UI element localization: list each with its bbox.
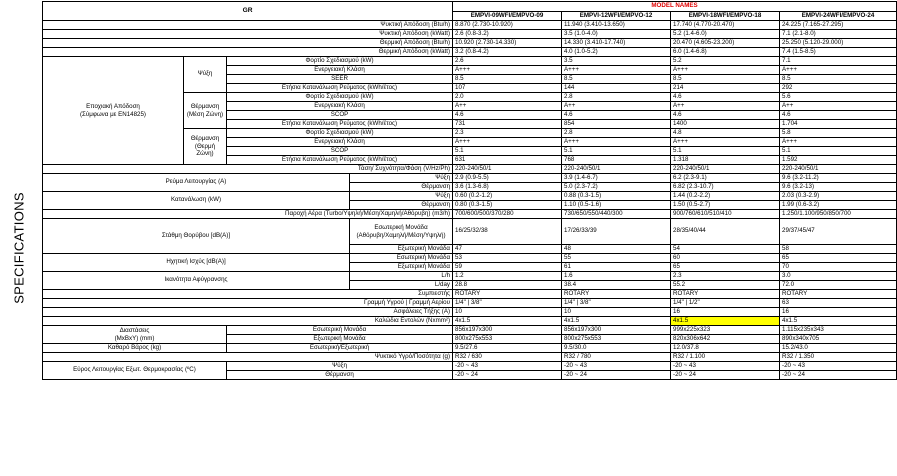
value-cell: 700/600/500/370/280	[453, 210, 562, 219]
seasonal-group-label	[184, 129, 227, 165]
seasonal-sub-label: Ετήσια Κατανάλωση Ρεύματος (kWh/έτος)	[227, 120, 453, 129]
sub-label: Θέρμανση	[350, 201, 453, 210]
value-cell: A+++	[671, 66, 780, 75]
side-panel	[0, 0, 38, 476]
value-cell: -20 ~ 24	[453, 371, 562, 380]
value-cell: 72.0	[780, 281, 897, 290]
value-cell: R32 / 1.100	[671, 353, 780, 362]
row-cool_btu	[43, 21, 897, 30]
value-cell: 5.0 (2.3-7.2)	[562, 183, 671, 192]
value-cell: -20 ~ 43	[562, 362, 671, 371]
value-cell: 5.1	[453, 147, 562, 156]
lang-header: GR	[43, 2, 453, 21]
row-label: Κατανάλωση (kW)	[43, 192, 350, 210]
sub-label: Εξωτερική Μονάδα	[350, 245, 453, 254]
sub-label: Θέρμανση	[350, 183, 453, 192]
value-cell: 11.940 (3.410-13.650)	[562, 21, 671, 30]
value-cell: A+++	[453, 66, 562, 75]
value-cell: 292	[780, 84, 897, 93]
row-label: Εύρος Λειτουργίας Εξωτ. Θερμοκρασίας (ºC)	[43, 362, 227, 380]
seasonal-sub-label: SCOP	[227, 111, 453, 120]
value-cell: 8.5	[453, 75, 562, 84]
row-current-cool	[43, 174, 897, 183]
seasonal-sub-label: Φορτίο Σχεδιασμού (kW)	[227, 93, 453, 102]
row-label: Καλώδια Εντολών (Nxmm²)	[43, 317, 453, 326]
value-cell: 0.60 (0.2-1.2)	[453, 192, 562, 201]
header-row-1	[43, 2, 897, 12]
value-cell: 2.3	[671, 272, 780, 281]
row-label: Ρεύμα Λειτουργίας (A)	[43, 174, 350, 192]
sub-label: Εσωτερική Μονάδα	[350, 254, 453, 263]
value-cell: 59	[453, 263, 562, 272]
value-cell: 220-240/50/1	[780, 165, 897, 174]
seasonal-sub-label: Ενεργειακή Κλάση	[227, 66, 453, 75]
sub-label: Εξωτερική Μονάδα	[227, 335, 453, 344]
seasonal-sub-label: Φορτίο Σχεδιασμού (kW)	[227, 129, 453, 138]
value-cell: 6.2 (2.3-9.1)	[671, 174, 780, 183]
value-cell: 4x1.5	[780, 317, 897, 326]
value-cell: 4.8	[671, 129, 780, 138]
value-cell: 1.2	[453, 272, 562, 281]
value-cell: 48	[562, 245, 671, 254]
value-cell: 800x275x553	[562, 335, 671, 344]
value-cell: 820x306x642	[671, 335, 780, 344]
value-cell: A++	[780, 102, 897, 111]
value-cell: 890x340x705	[780, 335, 897, 344]
value-cell: 8.5	[671, 75, 780, 84]
value-cell: 1/4" | 1/2"	[671, 299, 780, 308]
value-cell: 1.704	[780, 120, 897, 129]
value-cell: 10	[562, 308, 671, 317]
value-cell: 14.330 (3.410-17.740)	[562, 39, 671, 48]
row-label-line2: (ΜxΒxΥ) (mm)	[114, 334, 155, 342]
row-pipes	[43, 299, 897, 308]
value-cell: 65	[671, 263, 780, 272]
row-airflow	[43, 210, 897, 219]
value-cell: 65	[780, 254, 897, 263]
value-cell: 7.4 (1.5-8.5)	[780, 48, 897, 57]
value-cell: 2.0	[453, 93, 562, 102]
specifications-table	[42, 1, 897, 380]
value-cell: 12.0/37.8	[671, 344, 780, 353]
value-cell: 2.8	[562, 129, 671, 138]
value-cell: 1.44 (0.2-2.2)	[671, 192, 780, 201]
value-cell: 5.1	[671, 147, 780, 156]
value-cell: 38.4	[562, 281, 671, 290]
value-cell: R32 / 630	[453, 353, 562, 362]
seasonal-label-line1: Εποχιακή Απόδοση	[86, 102, 140, 110]
seasonal-group-label-line1: Θέρμανση	[190, 134, 220, 142]
row-fuse	[43, 308, 897, 317]
value-cell: 631	[453, 156, 562, 165]
value-cell: 7.1 (2.1-8.0)	[780, 30, 897, 39]
value-cell: A+++	[562, 66, 671, 75]
seasonal-sub-label: Ενεργειακή Κλάση	[227, 102, 453, 111]
value-cell: 28/35/40/44	[671, 219, 780, 245]
value-cell: 999x225x323	[671, 326, 780, 335]
seasonal-label	[43, 57, 184, 165]
model-name: EMPVI-18WFI/EMPVO-18	[671, 11, 780, 21]
row-label: Ψυκτικό Υγρό/Ποσότητα (g)	[43, 353, 453, 362]
value-cell: 16	[671, 308, 780, 317]
seasonal-sub-label: SEER	[227, 75, 453, 84]
value-cell: A+++	[780, 138, 897, 147]
sub-label: L/day	[350, 281, 453, 290]
seasonal-sub-label: Ενεργειακή Κλάση	[227, 138, 453, 147]
value-cell: 856x197x300	[453, 326, 562, 335]
value-cell: 8.5	[780, 75, 897, 84]
value-cell: 4.6	[453, 111, 562, 120]
value-cell: 730/650/550/440/300	[562, 210, 671, 219]
value-cell: 2.6	[453, 57, 562, 66]
value-cell: 2.9 (0.9-5.5)	[453, 174, 562, 183]
value-cell: 55.2	[671, 281, 780, 290]
value-cell: 2.6 (0.8-3.2)	[453, 30, 562, 39]
row-seasonal-cooling-1	[43, 57, 897, 66]
value-cell: 3.6 (1.3-6.8)	[453, 183, 562, 192]
value-cell: 4.6	[562, 111, 671, 120]
value-cell: 8.870 (2.730-10.920)	[453, 21, 562, 30]
row-dehum-lh	[43, 272, 897, 281]
value-cell: 854	[562, 120, 671, 129]
row-label: Τάση/ Συχνότητα/Φάση (V/Hz/Ph)	[43, 165, 453, 174]
value-cell: A++	[671, 102, 780, 111]
value-cell: -20 ~ 43	[671, 362, 780, 371]
value-cell: 856x197x300	[562, 326, 671, 335]
value-cell: 1.99 (0.6-3.2)	[780, 201, 897, 210]
value-cell: 1.318	[671, 156, 780, 165]
seasonal-sub-label: Ετήσια Κατανάλωση Ρεύματος (kWh/έτος)	[227, 156, 453, 165]
seasonal-sub-label: Φορτίο Σχεδιασμού (kW)	[227, 57, 453, 66]
row-dims-indoor	[43, 326, 897, 335]
value-cell: 4x1.5	[453, 317, 562, 326]
row-temp-cool	[43, 362, 897, 371]
value-cell: 16	[780, 308, 897, 317]
seasonal-group-label-line2: (Μέση Ζώνη)	[186, 110, 224, 118]
row-label: Συμπιεστής	[43, 290, 453, 299]
value-cell: 1.250/1.100/950/850/700	[780, 210, 897, 219]
value-cell: 60	[671, 254, 780, 263]
value-cell: 54	[671, 245, 780, 254]
value-cell: 768	[562, 156, 671, 165]
value-cell: 61	[562, 263, 671, 272]
value-cell: 17.740 (4.770-20.470)	[671, 21, 780, 30]
row-label: Ικανότητα Αφύγρανσης	[43, 272, 350, 290]
model-name: EMPVI-24WFI/EMPVO-24	[780, 11, 897, 21]
value-cell: 17/26/33/39	[562, 219, 671, 245]
value-cell: 6.0 (1.4-6.8)	[671, 48, 780, 57]
value-cell: -20 ~ 24	[562, 371, 671, 380]
seasonal-group-label	[184, 93, 227, 129]
value-cell: 16/25/32/38	[453, 219, 562, 245]
value-cell: 8.5	[562, 75, 671, 84]
value-cell: R32 / 1.350	[780, 353, 897, 362]
value-cell: 3.0	[780, 272, 897, 281]
value-cell: 220-240/50/1	[453, 165, 562, 174]
value-cell: 4x1.5	[562, 317, 671, 326]
value-cell: 9.6 (3.2-11.2)	[780, 174, 897, 183]
seasonal-label-line2: (Σύμφωνα με ΕΝ14825)	[80, 110, 146, 118]
seasonal-sub-label: SCOP	[227, 147, 453, 156]
row-label: Παροχή Αέρα (Turbo/Υψηλή/Μέση/Χαμηλή/Αθόρυβη) (m3/h)	[43, 210, 453, 219]
sub-label: L/h	[350, 272, 453, 281]
value-cell: R32 / 780	[562, 353, 671, 362]
sub-label: Εσωτερική Μονάδα	[227, 326, 453, 335]
value-cell: 9.5/30.0	[562, 344, 671, 353]
value-cell: 1.592	[780, 156, 897, 165]
value-cell: 3.5	[562, 57, 671, 66]
row-heat_btu	[43, 39, 897, 48]
value-cell: 4x1.5	[671, 317, 780, 326]
row-label: Γραμμή Υγρού | Γραμμή Αερίου	[43, 299, 453, 308]
value-cell: 4.0 (1.0-5.2)	[562, 48, 671, 57]
value-cell: 9.5/27.6	[453, 344, 562, 353]
value-cell: 1.115x235x343	[780, 326, 897, 335]
value-cell: ROTARY	[780, 290, 897, 299]
value-cell: 220-240/50/1	[671, 165, 780, 174]
row-sound_power-indoor	[43, 254, 897, 263]
value-cell: 9.6 (3.2-13)	[780, 183, 897, 192]
value-cell: 3.9 (1.4-6.7)	[562, 174, 671, 183]
row-label: Στάθμη Θορύβου [dB(A)]	[43, 219, 350, 254]
row-heat_kw	[43, 48, 897, 57]
sub-label-line1: Εσωτερική Μονάδα	[374, 223, 428, 231]
value-cell: 0.80 (0.3-1.5)	[453, 201, 562, 210]
sub-label: Εξωτερική Μονάδα	[350, 263, 453, 272]
value-cell: 5.1	[780, 147, 897, 156]
value-cell: 900/760/610/510/410	[671, 210, 780, 219]
value-cell: A+++	[671, 138, 780, 147]
row-label: Ψυκτική Απόδοση (kWatt)	[43, 30, 453, 39]
value-cell: A+++	[780, 66, 897, 75]
value-cell: 5.2	[671, 57, 780, 66]
value-cell: 10.920 (2.730-14.330)	[453, 39, 562, 48]
value-cell: 55	[562, 254, 671, 263]
value-cell: ROTARY	[453, 290, 562, 299]
value-cell: ROTARY	[562, 290, 671, 299]
row-compressor	[43, 290, 897, 299]
sub-label: Θέρμανση	[227, 371, 453, 380]
value-cell: A+++	[562, 138, 671, 147]
value-cell: ROTARY	[671, 290, 780, 299]
value-cell: 3.5 (1.0-4.0)	[562, 30, 671, 39]
value-cell: 4.6	[780, 111, 897, 120]
row-voltage	[43, 165, 897, 174]
seasonal-group-label-line2: (Θερμή Ζώνη)	[194, 142, 216, 158]
row-cable	[43, 317, 897, 326]
row-cool_kw	[43, 30, 897, 39]
value-cell: A+++	[453, 138, 562, 147]
value-cell: 70	[780, 263, 897, 272]
row-label: Θερμική Απόδοση (kWatt)	[43, 48, 453, 57]
row-power-cool	[43, 192, 897, 201]
value-cell: -20 ~ 24	[780, 371, 897, 380]
row-weight	[43, 344, 897, 353]
value-cell: 4.6	[671, 111, 780, 120]
value-cell: 1400	[671, 120, 780, 129]
model-name: EMPVI-12WFI/EMPVO-12	[562, 11, 671, 21]
value-cell: 1.6	[562, 272, 671, 281]
value-cell: 2.3	[453, 129, 562, 138]
value-cell: 1.50 (0.5-2.7)	[671, 201, 780, 210]
value-cell: 28.8	[453, 281, 562, 290]
value-cell: 3.2 (0.8-4.2)	[453, 48, 562, 57]
value-cell: 58	[780, 245, 897, 254]
value-cell: 5.8	[780, 129, 897, 138]
value-cell: 15.2/43.0	[780, 344, 897, 353]
value-cell: 20.470 (4.605-23.200)	[671, 39, 780, 48]
row-noise-indoor	[43, 219, 897, 245]
value-cell: 53	[453, 254, 562, 263]
value-cell: 7.1	[780, 57, 897, 66]
value-cell: A++	[453, 102, 562, 111]
value-cell: 0.88 (0.3-1.5)	[562, 192, 671, 201]
value-cell: 6.82 (2.3-10.7)	[671, 183, 780, 192]
side-title: SPECIFICATIONS	[11, 192, 27, 304]
value-cell: 2.03 (0.3-2.9)	[780, 192, 897, 201]
value-cell: 63	[780, 299, 897, 308]
row-label	[43, 326, 227, 344]
value-cell: -20 ~ 24	[671, 371, 780, 380]
value-cell: 47	[453, 245, 562, 254]
value-cell: 1.10 (0.5-1.6)	[562, 201, 671, 210]
value-cell: 214	[671, 84, 780, 93]
value-cell: 2.8	[562, 93, 671, 102]
value-cell: 5.6	[780, 93, 897, 102]
value-cell: 24.225 (7.165-27.295)	[780, 21, 897, 30]
value-cell: 1/4" | 3/8"	[453, 299, 562, 308]
value-cell: 800x275x553	[453, 335, 562, 344]
value-cell: 25.250 (5.120-29.000)	[780, 39, 897, 48]
row-label: Ηχητική Ισχύς [dB(A)]	[43, 254, 350, 272]
value-cell: 144	[562, 84, 671, 93]
value-cell: 220-240/50/1	[562, 165, 671, 174]
row-label: Ψυκτική Απόδοση (Btu/h)	[43, 21, 453, 30]
row-label: Θερμική Απόδοση (Btu/h)	[43, 39, 453, 48]
sub-label: Ψύξη	[350, 192, 453, 201]
value-cell: 107	[453, 84, 562, 93]
seasonal-sub-label: Ετήσια Κατανάλωση Ρεύματος (kWh/έτος)	[227, 84, 453, 93]
sub-label: Εσωτερική/Εξωτερική	[227, 344, 453, 353]
sub-label	[350, 219, 453, 245]
sub-label: Ψύξη	[350, 174, 453, 183]
value-cell: 4.6	[671, 93, 780, 102]
model-names-header: MODEL NAMES	[453, 2, 897, 12]
sub-label: Ψύξη	[227, 362, 453, 371]
value-cell: A++	[562, 102, 671, 111]
value-cell: 1/4" | 3/8"	[562, 299, 671, 308]
row-label-line1: Διαστάσεις	[119, 326, 150, 334]
row-label: Καθαρό Βάρος (kg)	[43, 344, 227, 353]
value-cell: -20 ~ 43	[780, 362, 897, 371]
sub-label-line2: (Αθόρυβη/Χαμηλή/Μέση/Υψηλή)	[356, 231, 446, 239]
seasonal-group-label-line1: Θέρμανση	[190, 102, 220, 110]
value-cell: 731	[453, 120, 562, 129]
seasonal-group-label: Ψύξη	[184, 57, 227, 93]
value-cell: 29/37/45/47	[780, 219, 897, 245]
model-name: EMPVI-09WFI/EMPVO-09	[453, 11, 562, 21]
row-label: Ασφάλειες Τήξης (A)	[43, 308, 453, 317]
value-cell: -20 ~ 43	[453, 362, 562, 371]
value-cell: 5.2 (1.4-6.0)	[671, 30, 780, 39]
value-cell: 5.1	[562, 147, 671, 156]
row-refrigerant	[43, 353, 897, 362]
value-cell: 10	[453, 308, 562, 317]
